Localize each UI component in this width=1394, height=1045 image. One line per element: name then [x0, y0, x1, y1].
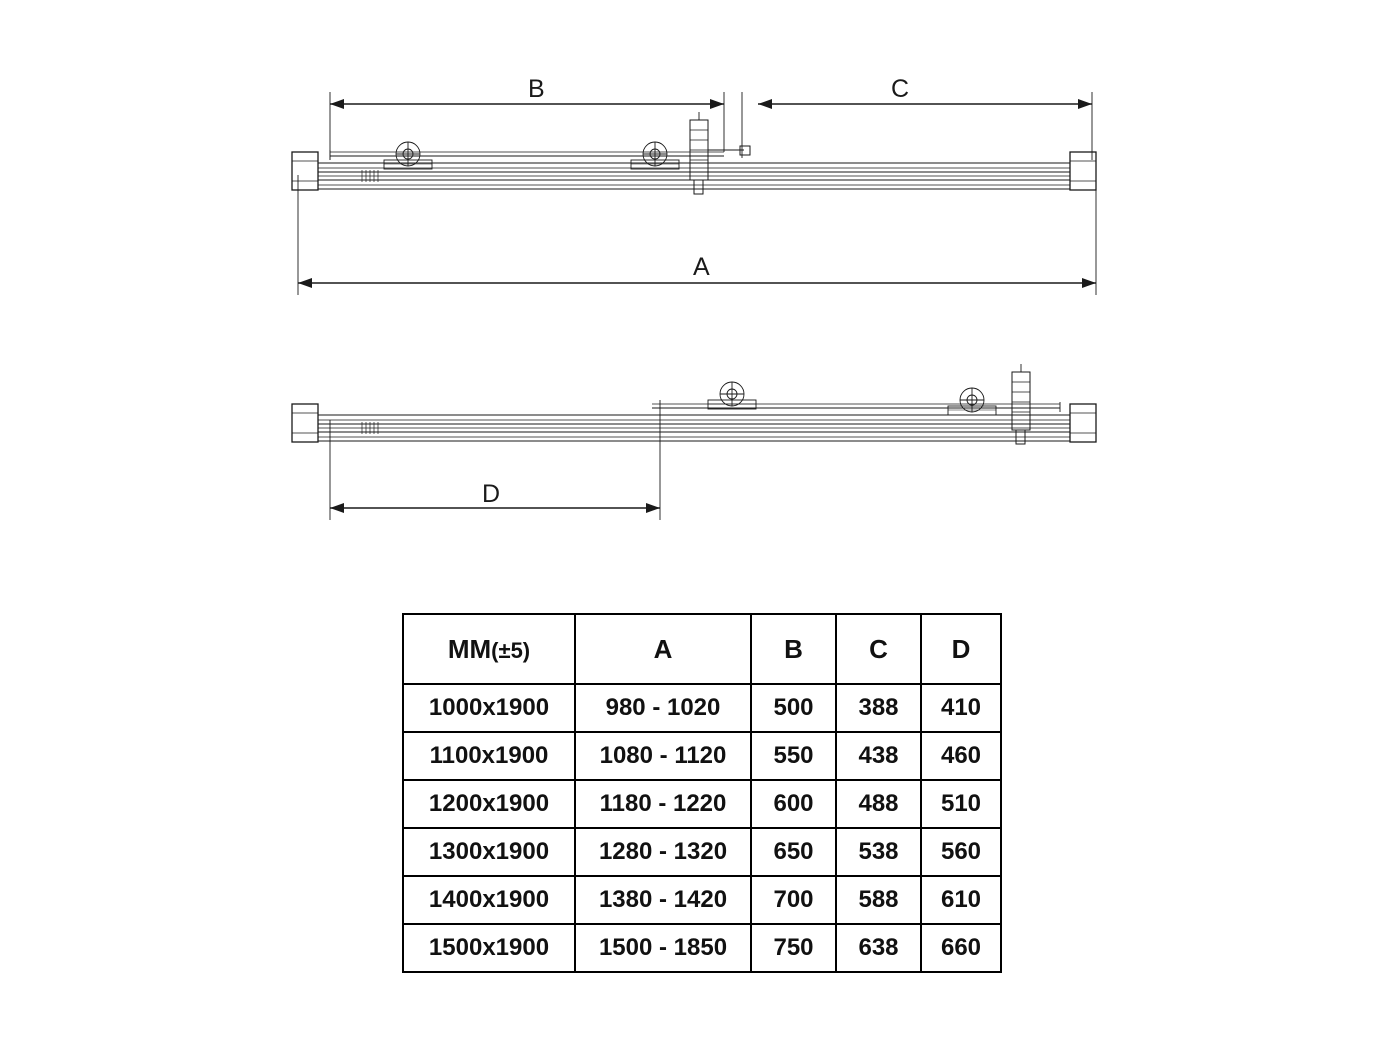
table-row	[403, 780, 1001, 828]
cell-b: 700	[751, 876, 836, 924]
cell-b: 600	[751, 780, 836, 828]
dimension-label-a: A	[693, 253, 711, 281]
cell-d: 660	[921, 924, 1001, 972]
table-header-d: D	[921, 614, 1001, 684]
cell-a: 980 - 1020	[575, 684, 751, 732]
table-header-mm-tolerance: (±5)	[491, 637, 531, 663]
cell-d: 410	[921, 684, 1001, 732]
cell-a: 1380 - 1420	[575, 876, 751, 924]
specification-table-container	[402, 613, 1002, 973]
cell-c: 638	[836, 924, 921, 972]
table-header-b: B	[751, 614, 836, 684]
cell-b: 500	[751, 684, 836, 732]
cell-a: 1280 - 1320	[575, 828, 751, 876]
table-header-row	[403, 614, 1001, 684]
cell-a: 1080 - 1120	[575, 732, 751, 780]
cell-b: 750	[751, 924, 836, 972]
cell-c: 438	[836, 732, 921, 780]
table-header-a: A	[575, 614, 751, 684]
table-row	[403, 828, 1001, 876]
cell-c: 538	[836, 828, 921, 876]
cell-d: 510	[921, 780, 1001, 828]
dimension-label-d: D	[482, 480, 501, 508]
table-header-mm-text: MM	[447, 633, 492, 664]
cell-d: 460	[921, 732, 1001, 780]
specification-table	[402, 613, 1002, 973]
cell-c: 388	[836, 684, 921, 732]
dimension-label-b: B	[528, 75, 546, 103]
cell-b: 550	[751, 732, 836, 780]
cell-d: 610	[921, 876, 1001, 924]
cell-mm: 1200x1900	[403, 780, 575, 828]
table-row	[403, 924, 1001, 972]
dimension-label-c: C	[891, 75, 910, 103]
cell-a: 1500 - 1850	[575, 924, 751, 972]
table-row	[403, 876, 1001, 924]
cell-b: 650	[751, 828, 836, 876]
cell-mm: 1400x1900	[403, 876, 575, 924]
cell-mm: 1100x1900	[403, 732, 575, 780]
table-header-c: C	[836, 614, 921, 684]
table-header-mm	[403, 614, 575, 684]
cell-d: 560	[921, 828, 1001, 876]
cell-a: 1180 - 1220	[575, 780, 751, 828]
cell-c: 588	[836, 876, 921, 924]
cell-mm: 1000x1900	[403, 684, 575, 732]
cell-c: 488	[836, 780, 921, 828]
table-row	[403, 732, 1001, 780]
table-row	[403, 684, 1001, 732]
cell-mm: 1500x1900	[403, 924, 575, 972]
cell-mm: 1300x1900	[403, 828, 575, 876]
